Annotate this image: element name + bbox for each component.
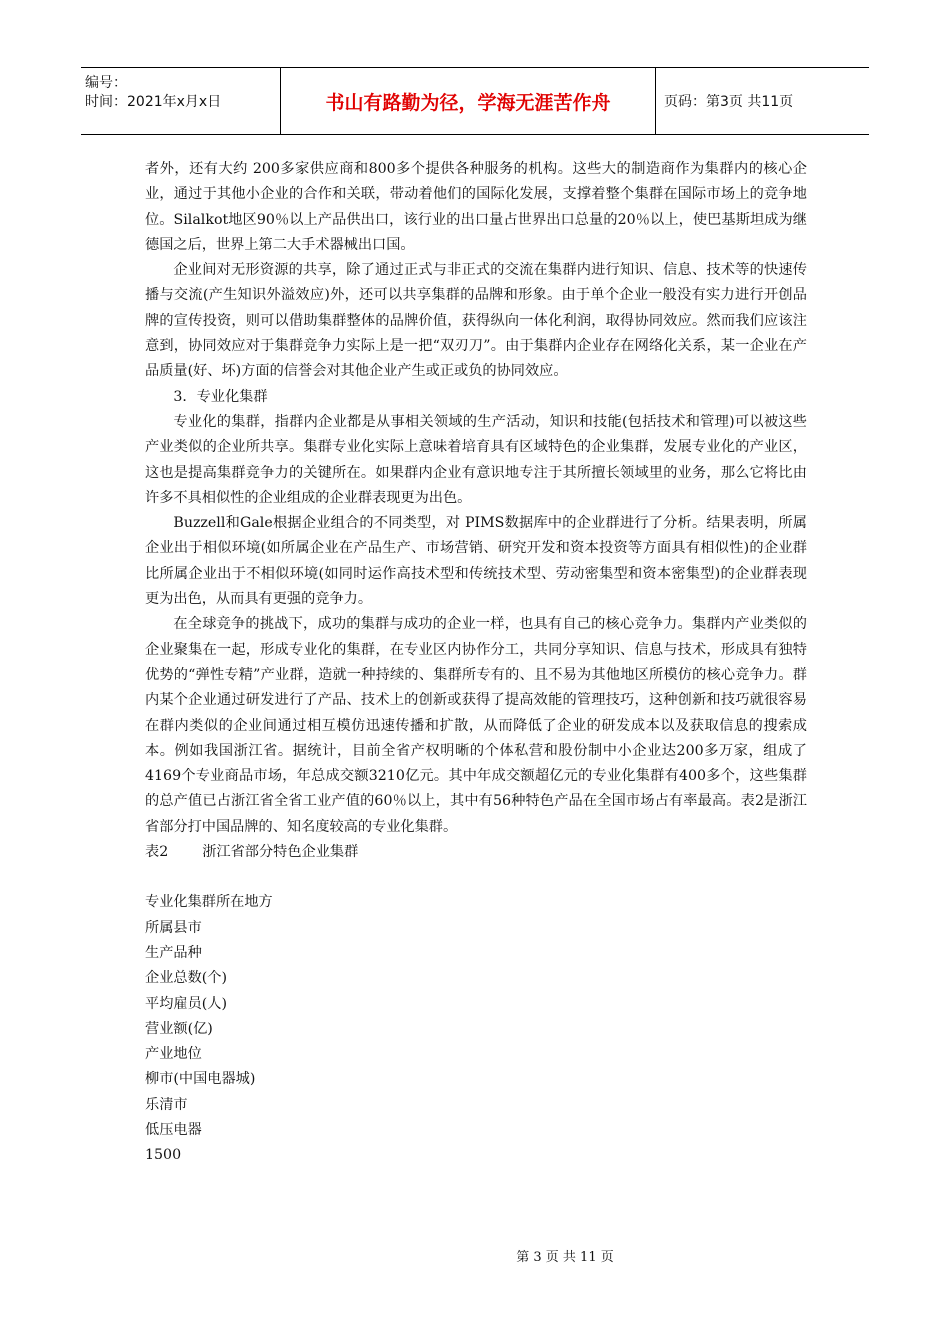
paragraph: 专业化的集群，指群内企业都是从事相关领域的生产活动，知识和技能(包括技术和管理)可以被这些产业类似的企业所共享。集群专业化实际上意味着培育具有区域特色的企业集群，发展专业化的产业区，这也是提高集群竞争力的关键所在。如果群内企业有意识地专注于其所擅长领域里的业务，那么它将比由许多不具相似性的企业组成的企业群表现更为出色。	[145, 413, 807, 506]
table-cell: 所属县市	[145, 919, 202, 936]
document-date-label: 时间：2021年x月x日	[85, 94, 222, 110]
table-cell: 柳市(中国电器城)	[145, 1071, 256, 1088]
table-cell: 平均雇员(人)	[145, 995, 228, 1012]
header-motto: 书山有路勤为径，学海无涯苦作舟	[281, 68, 656, 134]
table-cell: 企业总数(个)	[145, 970, 228, 987]
header-info	[81, 68, 281, 134]
table-cell: 乐清市	[145, 1096, 188, 1113]
table-caption-title: 浙江省部分特色企业集群	[202, 844, 359, 861]
paragraph: Buzzell和Gale根据企业组合的不同类型，对 PIMS数据库中的企业群进行了分析。结果表明，所属企业出于相似环境(如所属企业在产品生产、市场营销、研究开发和资本投资等方面具有相似性)的企业群比所属企业出于不相似环境(如同时运作高技术型和传统技术型、劳动密集型和资本密集型)的企业群表现更为出色，从而具有更强的竞争力。	[145, 515, 807, 608]
table-cell: 产业地位	[145, 1046, 202, 1063]
page-header	[81, 67, 869, 135]
paragraph: 企业间对无形资源的共享，除了通过正式与非正式的交流在集群内进行知识、信息、技术等的快速传播与交流(产生知识外溢效应)外，还可以共享集群的品牌和形象。由于单个企业一般没有实力进行开创品牌的宣传投资，则可以借助集群整体的品牌价值，获得纵向一体化利润，取得协同效应。然而我们应该注意到，协同效应对于集群竞争力实际上是一把“双刃刀”。由于集群内企业存在网络化关系，某一企业在产品质量(好、坏)方面的信誉会对其他企业产生或正或负的协同效应。	[145, 262, 807, 380]
paragraph: 者外，还有大约 200多家供应商和800多个提供各种服务的机构。这些大的制造商作为集群内的核心企业，通过于其他小企业的合作和关联，带动着他们的国际化发展，支撑着整个集群在国际市场上的竞争地位。Silalkot地区90％以上产品供出口，该行业的出口量占世界出口总量的20％以上，使巴基斯坦成为继德国之后，世界上第二大手术器械出口国。	[145, 161, 807, 253]
table-cell: 生产品种	[145, 944, 202, 961]
paragraph: 在全球竞争的挑战下，成功的集群与成功的企业一样，也具有自己的核心竞争力。集群内产业类似的企业聚集在一起，形成专业化的集群，在专业区内协作分工，共同分享知识、信息与技术，形成具有独特优势的“弹性专精”产业群，造就一种持续的、集群所专有的、且不易为其他地区所模仿的核心竞争力。群内某个企业通过研发进行了产品、技术上的创新或获得了提高效能的管理技巧，这种创新和技巧就很容易在群内类似的企业间通过相互模仿迅速传播和扩散，从而降低了企业的研发成本以及获取信息的搜索成本。例如我国浙江省。据统计，目前全省产权明晰的个体私营和股份制中小企业达200多万家，组成了4169个专业商品市场，年总成交额3210亿元。其中年成交额超亿元的专业化集群有400多个，这些集群的总产值已占浙江省全省工业产值的60％以上，其中有56种特色产品在全国市场占有率最高。表2是浙江省部分打中国品牌的、知名度较高的专业化集群。	[145, 616, 807, 835]
section-heading: 3．专业化集群	[173, 388, 268, 405]
table-cell: 低压电器	[145, 1121, 202, 1138]
table-caption-number: 表2	[145, 844, 169, 861]
page-footer	[0, 1246, 950, 1265]
footer-page-number: 第 3 页 共 11 页	[516, 1250, 614, 1265]
table-cell: 1500	[145, 1147, 182, 1164]
table-cell: 营业额(亿)	[145, 1020, 213, 1037]
table-cell: 专业化集群所在地方	[145, 894, 273, 911]
table-caption	[145, 840, 807, 865]
document-number-label: 编号：	[85, 75, 127, 91]
document-body	[145, 157, 807, 1169]
table-content	[145, 890, 807, 1168]
header-page-label: 页码：第3页 共11页	[664, 94, 794, 110]
